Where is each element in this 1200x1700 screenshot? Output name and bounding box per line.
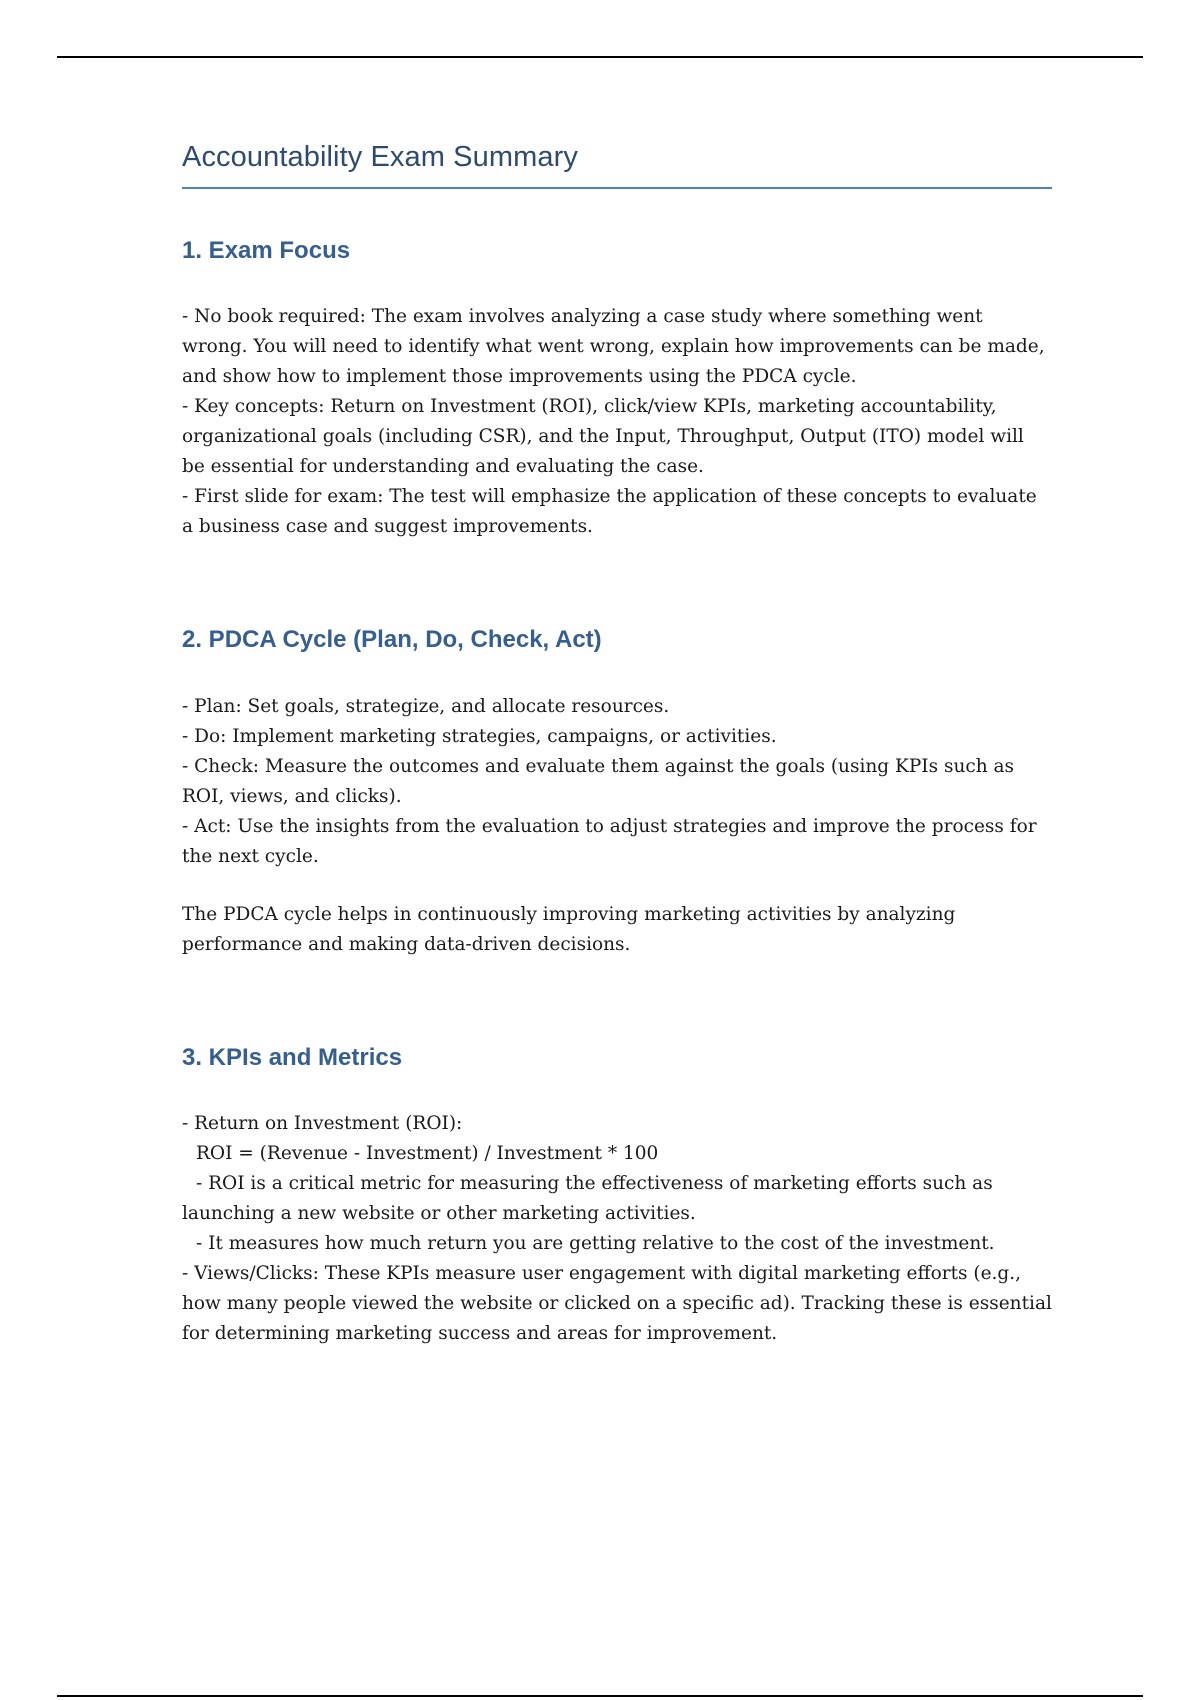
roi-label: - Return on Investment (ROI): bbox=[182, 1113, 463, 1135]
list-item: - First slide for exam: The test will emphasize the application of these concepts to evaluate a business case and suggest improvements. bbox=[182, 485, 1037, 537]
list-item: - Act: Use the insights from the evaluation to adjust strategies and improve the process for the next cycle. bbox=[182, 816, 1037, 868]
page-top-rule bbox=[57, 56, 1143, 58]
section-heading-pdca-cycle: 2. PDCA Cycle (Plan, Do, Check, Act) bbox=[182, 625, 602, 653]
list-item: - No book required: The exam involves analyzing a case study where something went wrong. You will need to identify what went wrong, explain how improvements can be made, and show how to implement those improvements using the PDCA cycle. bbox=[182, 305, 1045, 387]
roi-formula: ROI = (Revenue - Investment) / Investment * 100 bbox=[196, 1143, 659, 1165]
document-body bbox=[182, 140, 1052, 1349]
section-heading-kpis-metrics: 3. KPIs and Metrics bbox=[182, 1044, 403, 1072]
document-title: Accountability Exam Summary bbox=[182, 140, 1052, 189]
views-clicks-item: - Views/Clicks: These KPIs measure user engagement with digital marketing efforts (e.g., how many people viewed the website or clicked on a specific ad). Tracking these is essential for determining marketing success and areas for improvement. bbox=[182, 1263, 1052, 1345]
section-body-exam-focus bbox=[182, 302, 1052, 542]
list-item: - Check: Measure the outcomes and evaluate them against the goals (using KPIs such as ROI, views, and clicks). bbox=[182, 756, 1015, 808]
section-heading-exam-focus: 1. Exam Focus bbox=[182, 236, 351, 264]
list-item: - Key concepts: Return on Investment (ROI), click/view KPIs, marketing accountability, organizational goals (including CSR), and the Input, Throughput, Output (ITO) model will be essential for understanding and evaluating the case. bbox=[182, 395, 1024, 477]
pdca-summary-paragraph: The PDCA cycle helps in continuously improving marketing activities by analyzing performance and making data-driven decisions. bbox=[182, 904, 956, 956]
page-bottom-rule bbox=[57, 1695, 1143, 1697]
roi-note: - It measures how much return you are getting relative to the cost of the investment. bbox=[196, 1233, 995, 1255]
section-body-kpis-metrics bbox=[182, 1109, 1052, 1349]
section-body-pdca-cycle bbox=[182, 692, 1052, 872]
roi-note: - ROI is a critical metric for measuring the effectiveness of marketing efforts such as launching a new website or other marketing activities. bbox=[182, 1173, 993, 1225]
list-item: - Do: Implement marketing strategies, campaigns, or activities. bbox=[182, 726, 777, 748]
list-item: - Plan: Set goals, strategize, and allocate resources. bbox=[182, 696, 670, 718]
